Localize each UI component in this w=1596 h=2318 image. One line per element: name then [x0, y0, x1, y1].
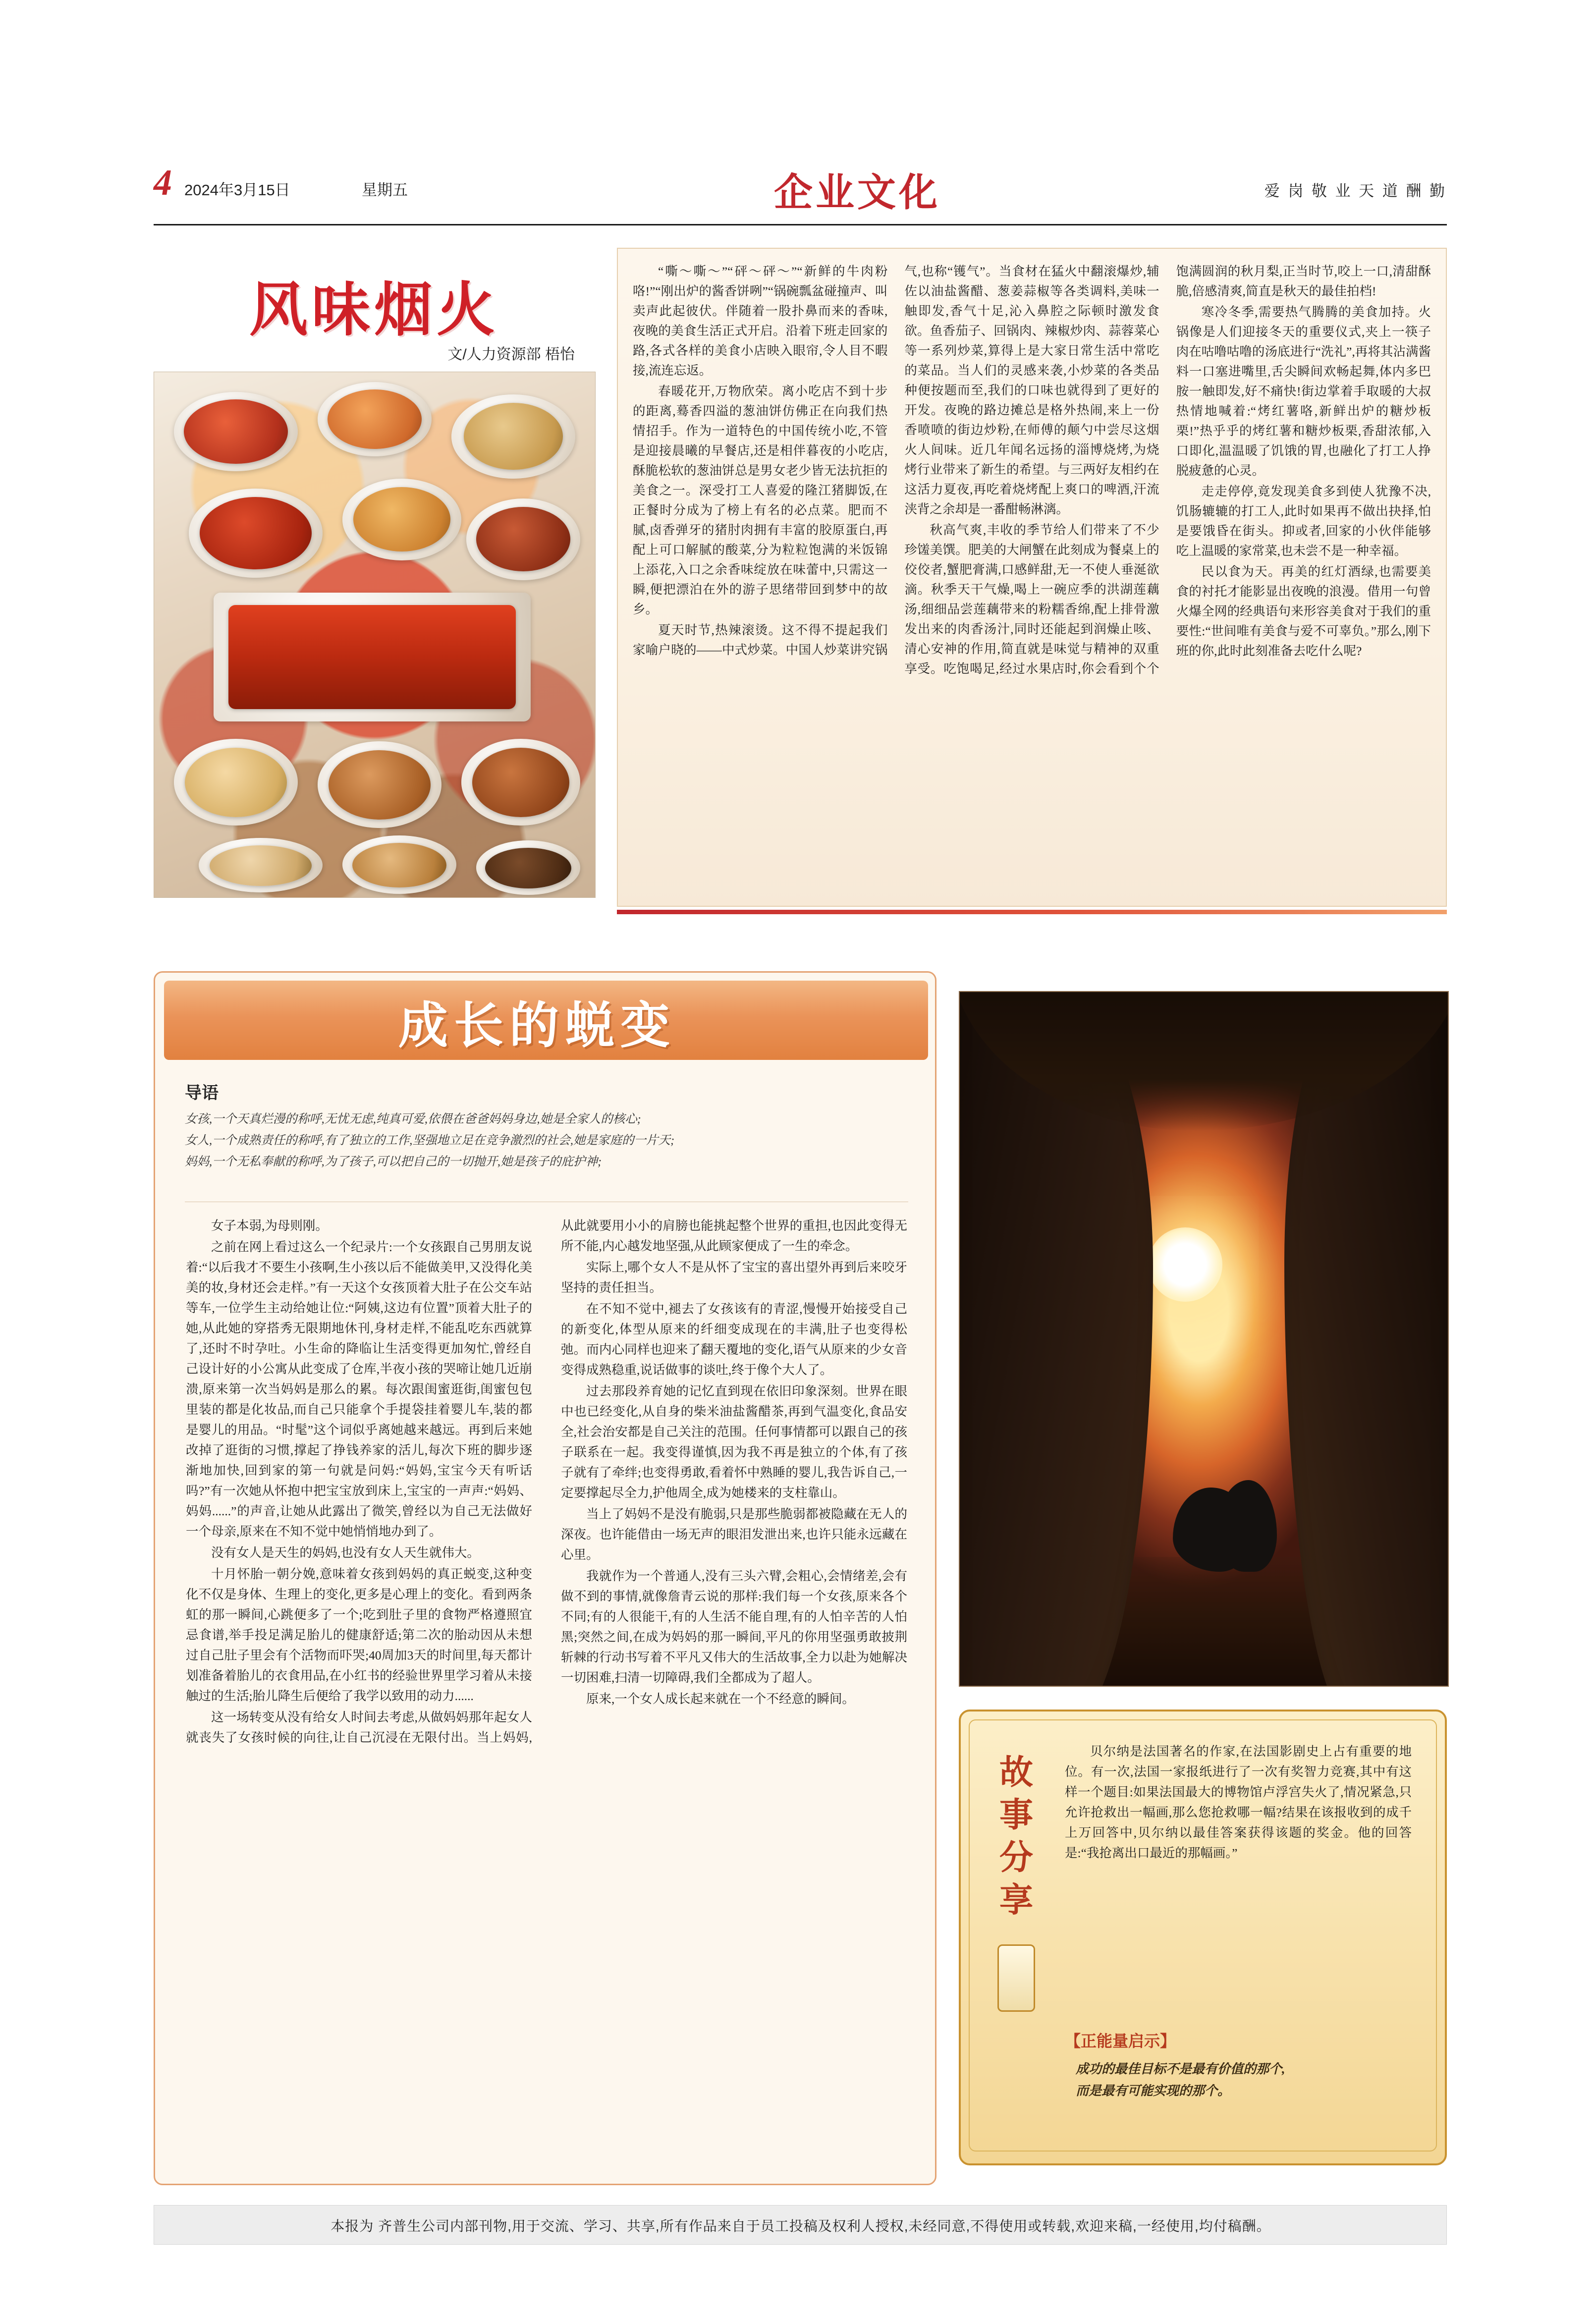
- story-share-tag: 【正能量启示】: [1065, 2032, 1176, 2050]
- scroll-icon: [997, 1944, 1035, 2012]
- page-number: 4: [154, 163, 172, 203]
- story-title-char: 分: [999, 1839, 1033, 1876]
- story-quote-line: 而是最有可能实现的那个。: [1076, 2084, 1231, 2098]
- article2-columns: [186, 1215, 907, 2157]
- cave-scene: [960, 992, 1448, 1686]
- article2-paragraph: 当上了妈妈不是没有脆弱,只是那些脆弱都被隐藏在无人的深夜。也许能借由一场无声的眼泪发泄出来,也许只能永远藏在心里。: [561, 1507, 907, 1562]
- article1-accent-rule: [617, 910, 1447, 914]
- article1-paragraph: 民以食为天。再美的红灯酒绿,也需要美食的衬托才能影显出夜晚的浪漫。借用一句曾火爆全网的经典语句来形容美食对于我们的重要性:“世间唯有美食与爱不可辜负。”那么,刚下班的你,此时此刻准备去吃什么呢?: [1176, 564, 1431, 658]
- article2-lead-line: 女孩,一个天真烂漫的称呼,无忧无虑,纯真可爱,依偎在爸爸妈妈身边,她是全家人的核心;: [185, 1112, 641, 1126]
- article2-lead-line: 妈妈,一个无私奉献的称呼,为了孩子,可以把自己的一切抛开,她是孩子的庇护神;: [185, 1155, 602, 1168]
- masthead: [154, 164, 1447, 218]
- article2-right-column: [959, 971, 1447, 2185]
- masthead-divider: [154, 224, 1447, 225]
- story-paragraph: 贝尔纳是法国著名的作家,在法国影剧史上占有重要的地位。有一次,法国一家报纸进行了一次有奖智力竞赛,其中有这样一个题目:如果法国最大的博物馆卢浮宫失火了,情况紧急,只允许抢救出一幅画,那么您抢救哪一幅?结果在该报收到的成千上万回答中,贝尔纳以最佳答案获得该题的奖金。他的回答是:“我抢离出口最近的那幅画。”: [1065, 1744, 1412, 1860]
- article2-title: 成长的蜕变: [398, 998, 676, 1053]
- story-title-char: 事: [999, 1796, 1033, 1834]
- story-share-title: [987, 1751, 1046, 1922]
- article2-paragraph: 十月怀胎一朝分娩,意味着女孩到妈妈的真正蜕变,这种变化不仅是身体、生理上的变化,更多是心理上的变化。看到两条虹的那一瞬间,心跳便多了一个;吃到肚子里的食物严格遵照宜忌食谱,举手投足满足胎儿的健康舒适;第二次的胎动因从未想过自己肚子里会有个活物而吓哭;40周加3天的时间里,每天都计划准备着胎儿的衣食用品,在小红书的经验世界里学习着从未接触过的生活;胎儿降生后便给了我学以致用的动力......: [186, 1567, 532, 1703]
- article2-paragraph: 在不知不觉中,褪去了女孩该有的青涩,慢慢开始接受自己的新变化,体型从原来的纤细变成现在的丰满,肚子也变得松弛。而内心同样也迎来了翻天覆地的变化,语气从原来的少女音变得成熟稳重,说话做事的谈吐,终于像个大人了。: [561, 1302, 907, 1377]
- article2-paragraph: 女子本弱,为母则刚。: [211, 1218, 328, 1233]
- article1-columns: [633, 262, 1431, 891]
- article1-byline: 文/人力资源部 梧怡: [447, 346, 575, 363]
- article-feng-wei-yan-huo: [154, 248, 1447, 941]
- masthead-slogan: 爱 岗 敬 业 天 道 酬 勤: [1264, 182, 1447, 200]
- article2-paragraph: 实际上,哪个女人不是从怀了宝宝的喜出望外再到后来咬牙坚持的责任担当。: [561, 1260, 907, 1295]
- story-title-char: 故: [999, 1754, 1033, 1791]
- article2-main-panel: [154, 971, 936, 2185]
- issue-date: 2024年3月15日: [184, 181, 290, 199]
- article2-paragraph: 没有女人是天生的妈妈,也没有女人天生就伟大。: [211, 1545, 480, 1560]
- story-share-box: [959, 1710, 1447, 2165]
- story-share-body: [1065, 1741, 1412, 1863]
- silhouette-child: [1217, 1480, 1277, 1572]
- article1-body: [617, 248, 1447, 907]
- footer-bar: [154, 2205, 1447, 2245]
- article1-title: 风味烟火: [249, 278, 499, 343]
- article1-paragraph: 寒冷冬季,需要热气腾腾的美食加持。火锅像是人们迎接冬天的重要仪式,夹上一筷子肉在咕噜咕噜的汤底进行“洗礼”,再将其沾满酱料一口塞进嘴里,舌尖瞬间欢畅起舞,体内多巴胺一触即发,好不痛快!街边掌着手取暖的大叔热情地喊着:“烤红薯咯,新鲜出炉的糖炒板栗!”热乎乎的烤红薯和糖炒板栗,香甜浓郁,入口即化,温温暖了饥饿的胃,也融化了打工人挣脱疲惫的心灵。: [1176, 305, 1431, 478]
- article2-lead: [185, 1079, 908, 1198]
- article2-lead-label: 导语: [185, 1084, 219, 1103]
- article2-paragraph: 之前在网上看过这么一个纪录片:一个女孩跟自己男朋友说着:“以后我才不要生小孩啊,生小孩以后不能做美甲,又没得化美美的妆,身材还会走样。”有一天这个女孩顶着大肚子在公交车站等车,一位学生主动给她让位:“阿姨,这边有位置”顶着大肚子的她,从此她的穿搭秀无限期地休刊,身材走样,不能乱吃东西就算了,还时不时孕吐。小生命的降临让生活变得更加匆忙,曾经自己设计好的小公寓从此变成了仓库,半夜小孩的哭啼让她几近崩溃,原来第一次当妈妈是那么的累。每次跟闺蜜逛街,闺蜜包包里装的都是化妆品,而自己只能拿个手提袋挂着婴儿车,装的都是婴儿的用品。“时髦”这个词似乎离她越来越远。再到后来她改掉了逛街的习惯,撑起了挣钱养家的活儿,每次下班的脚步逐渐地加快,回到家的第一句就是问妈:“妈妈,宝宝今天有听话吗?”有一次她从怀抱中把宝宝放到床上,宝宝的一声声:“妈妈、妈妈......”的声音,让她从此露出了微笑,曾经以为自己无法做好一个母亲,原来在不知不觉中她悄悄地办到了。: [186, 1240, 532, 1539]
- story-quote-line: 成功的最佳目标不是最有价值的那个,: [1076, 2062, 1285, 2076]
- footer-notice: 本报为 齐普生公司内部刊物,用于交流、学习、共享,所有作品来自于员工投稿及权利人授权,未经同意,不得使用或转载,欢迎来稿,一经使用,均付稿酬。: [330, 2218, 1271, 2234]
- section-title: 企业文化: [773, 171, 940, 214]
- seafood-feast-photo: [154, 372, 596, 898]
- article2-paragraph: 过去那段养育她的记忆直到现在依旧印象深刻。世界在眼中也已经变化,从自身的柴米油盐酱醋茶,再到气温变化,食品安全,社会治安都是自己关注的范围。任何事情都可以跟自己的孩子联系在一起。我变得谨慎,因为我不再是独立的个体,有了孩子就有了牵绊;也变得勇敢,看着怀中熟睡的婴儿,我告诉自己,一定要撑起尽全力,护他周全,成为她楼来的支柱靠山。: [561, 1384, 907, 1500]
- article1-paragraph: 秋高气爽,丰收的季节给人们带来了不少珍馐美馔。肥美的大闸蟹在此刻成为餐桌上的佼佼者,蟹肥膏满,口感鲜甜,无一不使人垂涎欲滴。秋季天干气燥,喝上一碗应季的洪湖莲藕汤,细细品尝莲藕带来的粉糯香绵,配上排骨激发出来的肉香汤汁,同时还能起到润燥止咳、清心安神的作用,简直就是味觉与精神的双重享受。吃饱喝足,经过水果店时,你会看到个个饱满圆润的秋月梨,正当时节,咬上一口,清甜酥脆,倍感清爽,简直是秋天的最佳拍档!: [904, 264, 1431, 676]
- article2-paragraph: 我就作为一个普通人,没有三头六臂,会粗心,会情绪差,会有做不到的事情,就像詹青云说的那样:我们每一个女孩,原来各个不同;有的人很能干,有的人生活不能自理,有的人怕辛苦的人怕黑;突然之间,在成为妈妈的那一瞬间,平凡的你用坚强勇敢披荆斩棘的行动书写着不平凡又伟大的生活故事,全力以赴为她解决一切困难,扫清一切障碍,我们全都成为了超人。: [561, 1569, 907, 1685]
- article1-paragraph: 走走停停,竟发现美食多到使人犹豫不决,饥肠辘辘的打工人,此时如果再不做出抉择,怕是要饿昏在街头。抑或者,回家的小伙伴能够吃上温暖的家常菜,也未尝不是一种幸福。: [1176, 484, 1431, 558]
- article2-lead-text: [185, 1108, 908, 1172]
- story-title-char: 享: [999, 1881, 1033, 1919]
- story-share-quote: [1076, 2058, 1403, 2102]
- article2-lead-line: 女人,一个成熟责任的称呼,有了独立的工作,坚强地立足在竞争激烈的社会,她是家庭的一片天;: [185, 1134, 675, 1147]
- article2-paragraph: 原来,一个女人成长起来就在一个不经意的瞬间。: [586, 1692, 855, 1706]
- article1-paragraph: 夏天时节,热辣滚烫。这不得不提起我们家喻户晓的——中式炒菜。中国人炒菜讲究锅气,也称“镬气”。当食材在猛火中翻滚爆炒,辅佐以油盐酱醋、葱姜蒜椒等各类调料,美味一触即发,香气十足,沁入鼻腔之际顿时激发食欲。鱼香茄子、回锅肉、辣椒炒肉、蒜蓉菜心等一系列炒菜,算得上是大家日常生活中常吃的菜品。当人们的灵感来袭,小炒菜的各类品种便按题而至,我们的口味也就得到了更好的开发。夜晚的路边摊总是格外热闹,来上一份香喷喷的街边炒粉,在师傅的颠勺中尝尽这烟火人间味。近几年闻名远扬的淄博烧烤,为烧烤行业带来了新生的希望。与三两好友相约在这活力夏夜,再吃着烧烤配上爽口的啤酒,汗流浃背之余却是一番酣畅淋漓。: [633, 264, 1159, 657]
- sun-glow: [1148, 1227, 1222, 1302]
- article1-paragraph: “嘶〜嘶〜”“砰〜砰〜”“新鲜的牛肉粉咯!”“刚出炉的酱香饼咧”“锅碗瓢盆碰撞声、叫卖声此起彼伏。伴随着一股扑鼻而来的香味,夜晚的美食生活正式开启。沿着下班走回家的路,各式各样的美食小店映入眼帘,令人目不暇接,流连忘返。: [633, 264, 888, 378]
- cave-sunset-silhouette-photo: [959, 991, 1449, 1687]
- article1-paragraph: 春暖花开,万物欣荣。离小吃店不到十步的距离,蓦香四溢的葱油饼仿佛正在向我们热情招手。作为一道特色的中国传统小吃,不管是迎接晨曦的早餐店,还是相伴暮夜的小吃店,酥脆松软的葱油饼总是男女老少皆无法抗拒的美食之一。深受打工人喜爱的隆江猪脚饭,在正餐时分成为了榜上有名的必点菜。肥而不腻,卤香弹牙的猪肘肉拥有丰富的胶原蛋白,再配上可口解腻的酸菜,分为粒粒饱满的米饭锦上添花,入口之余香味绽放在味蕾中,只需这一瞬,便把漂泊在外的游子思绪带回到梦中的故乡。: [633, 384, 888, 616]
- article1-left-column: [154, 248, 595, 941]
- article2-paragraph: 这一场转变从没有给女人时间去考虑,从做妈妈那年起女人就丧失了女孩时候的向往,让自己沉浸在无限付出。当上妈妈,从此就要用小小的肩膀也能挑起整个世界的重担,也因此变得无所不能,内心越发地坚强,从此顾家便成了一生的牵念。: [186, 1218, 907, 1745]
- article-cheng-zhang-de-tui-bian: [154, 971, 1447, 2185]
- issue-weekday: 星期五: [362, 181, 408, 199]
